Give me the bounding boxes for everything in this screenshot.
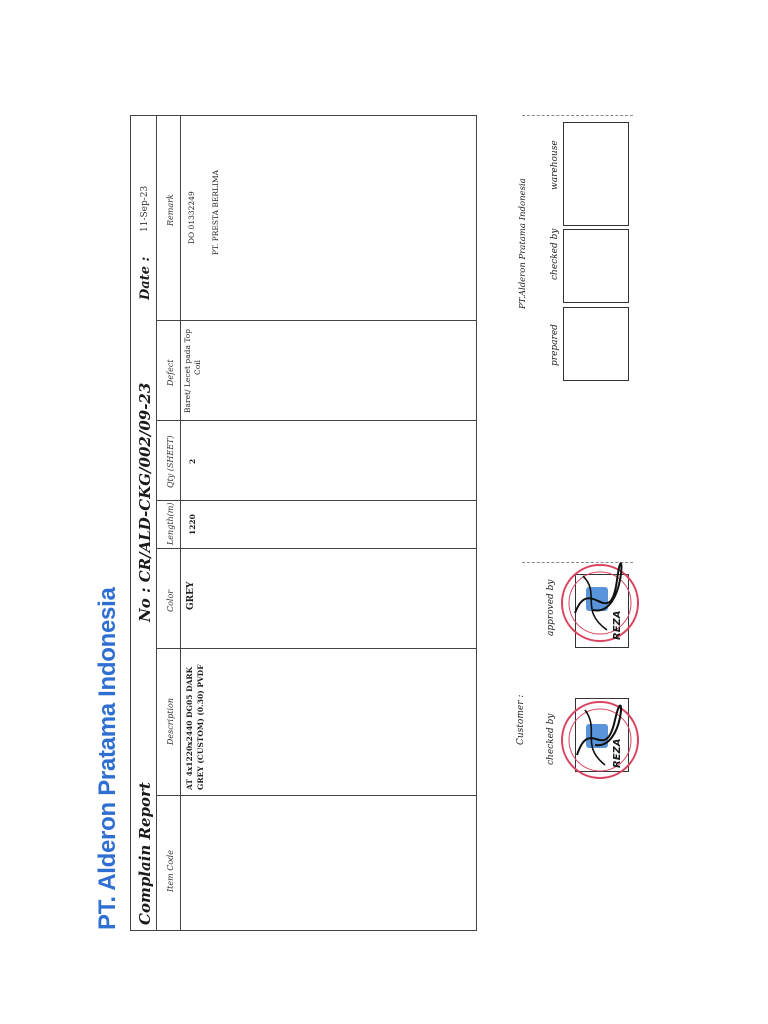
signature-name-2: REZA <box>612 610 623 640</box>
header-description: Description <box>166 698 175 745</box>
report-title: Complain Report <box>136 782 154 925</box>
header-item-code: Item Code <box>166 849 175 892</box>
company-stamp-checked <box>555 695 645 785</box>
header-length: Length(m) <box>166 502 175 545</box>
checked-by-2-label: checked by <box>550 228 560 280</box>
header-remark: Remark <box>166 194 175 226</box>
cell-remark-line1: DO 01332249 <box>187 191 196 244</box>
header-color: Color <box>166 589 175 612</box>
prepared-label: prepared <box>550 324 560 366</box>
cell-defect-line1: Baret/ Lecet pada Top <box>183 328 192 413</box>
approved-by-label: approved by <box>546 579 556 636</box>
company-name: PT. Alderon Pratama Indonesia <box>94 587 121 930</box>
company-sign-heading: PT.Alderon Pratama Indonesia <box>518 175 528 312</box>
cell-remark-line2: PT. PRESTA BERLIMA <box>211 169 220 255</box>
company-stamp-approved <box>555 558 645 648</box>
checked-by-2-box <box>563 229 629 303</box>
cell-length: 1220 <box>188 514 197 535</box>
prepared-box <box>563 307 629 381</box>
cell-description-line2: GREY (CUSTOM) (0.30) PVDF <box>196 664 205 790</box>
warehouse-label: warehouse <box>550 140 560 190</box>
header-defect: Defect <box>166 359 175 386</box>
signature-name-1: REZA <box>612 738 623 768</box>
cell-defect-line2: Coil <box>193 359 202 375</box>
checked-by-label: checked by <box>546 713 556 765</box>
report-number: No : CR/ALD-CKG/002/09-23 <box>136 382 154 622</box>
report-date: 11-Sep-23 <box>140 185 150 232</box>
cell-qty: 2 <box>188 458 197 464</box>
cell-description-line1: AT 4x1220x2440 DG05 DARK <box>185 666 194 790</box>
date-label: Date : <box>138 256 153 300</box>
cell-color: GREY <box>186 581 196 610</box>
customer-heading: Customer : <box>516 692 526 748</box>
warehouse-box <box>563 122 629 226</box>
header-qty: Qty (SHEET) <box>166 435 175 488</box>
